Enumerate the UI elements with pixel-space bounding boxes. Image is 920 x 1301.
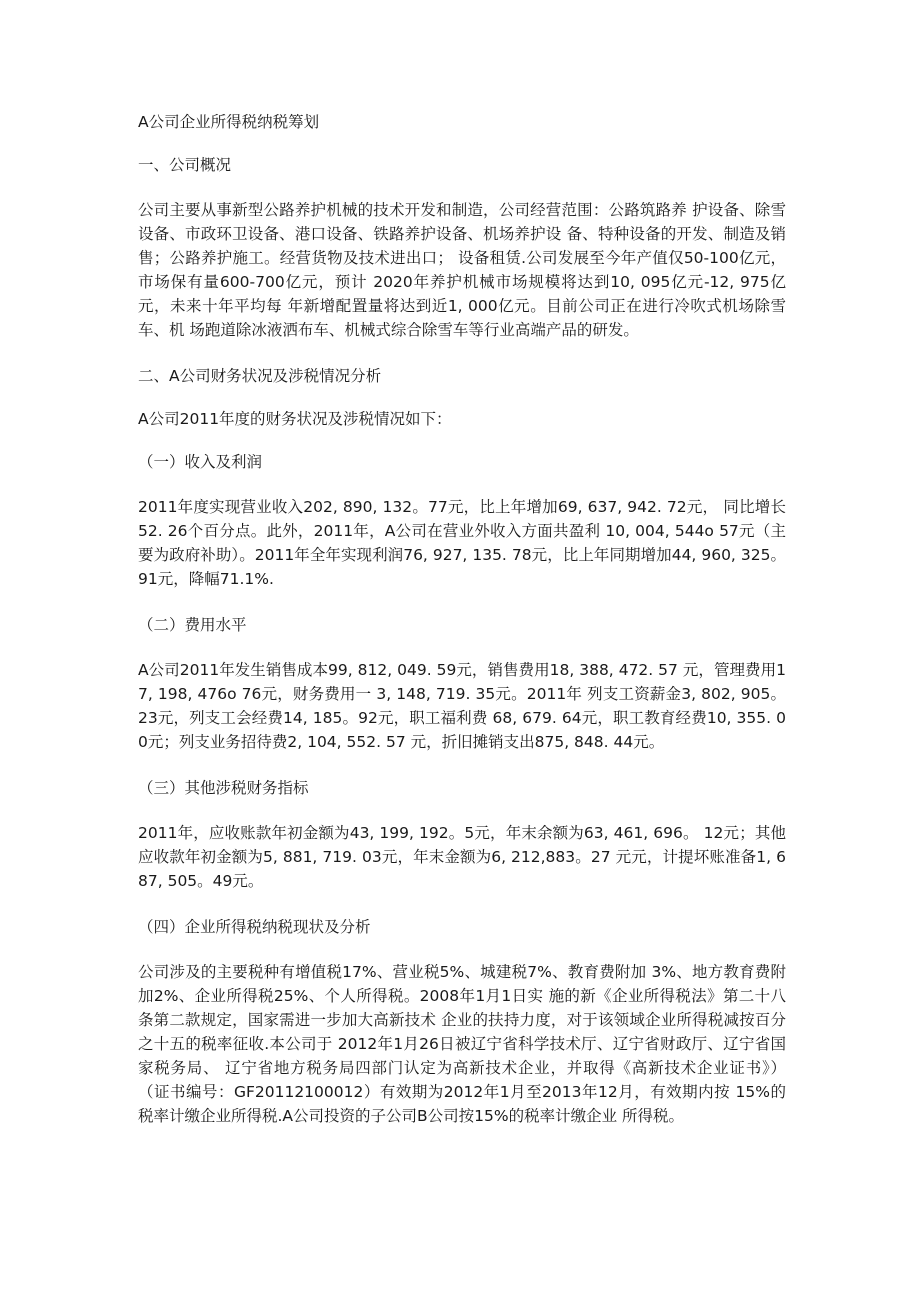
spacer (138, 754, 786, 778)
sub2-paragraph: A公司2011年发生销售成本99, 812, 049. 59元，销售费用18, 388, 472. 57 元，管理费用17, 198, 476o 76元，财务费用一 3, 148, 719. 35元。2011年 列支工资薪金3, 802, 905。23元，列支工会经费14, 185。92元，职工福利费 68, 679. 64元，职工教育经费10, 355. 00元；列支业务招待费2, 104, 552. 57 元，折旧摊销支出875, 848. 44元。 (138, 661, 786, 751)
section1-paragraph: 公司主要从事新型公路养护机械的技术开发和制造，公司经营范围：公路筑路养 护设备、除雪设备、市政环卫设备、港口设备、铁路养护设备、机场养护设 备、特种设备的开发、制造及销售；公路养护施工。经营货物及技术进出口； 设备租赁.公司发展至今年产值仅50-100亿元，市场保有量600-700亿元，预计 2020年养护机械市场规模将达到10, 095亿元-12, 975亿元，未来十年平均每 年新增配置量将达到近1, 000亿元。目前公司正在进行冷吹式机场除雪车、机 场跑道除冰液洒布车、机械式综合除雪车等行业高端产品的研发。 (138, 201, 786, 339)
sub1-heading: （一）收入及利润 (138, 453, 263, 471)
sub3-heading: （三）其他涉税财务指标 (138, 779, 309, 797)
section2-intro: A公司2011年度的财务状况及涉税情况如下： (138, 410, 452, 428)
spacer (138, 799, 786, 821)
spacer (138, 893, 786, 917)
sub2-heading: （二）费用水平 (138, 616, 247, 634)
sub4-heading: （四）企业所得税纳税现状及分析 (138, 918, 371, 936)
spacer (138, 342, 786, 366)
spacer (138, 387, 786, 409)
spacer (138, 473, 786, 495)
spacer (138, 938, 786, 960)
section1-heading: 一、公司概况 (138, 156, 232, 174)
spacer (138, 591, 786, 615)
spacer (138, 176, 786, 198)
spacer (138, 430, 786, 452)
sub1-paragraph: 2011年度实现营业收入202, 890, 132。77元，比上年增加69, 637, 942. 72元， 同比增长52. 26个百分点。此外，2011年，A公司在营业外收入方面共盈利 10, 004, 544o 57元（主要为政府补助）。2011年全年实现利润76, 927, 135. 78元，比上年同期增加44, 960, 325。91元，降幅71.1%. (138, 498, 786, 588)
document-title: A公司企业所得税纳税筹划 (138, 113, 320, 131)
section2-heading: 二、A公司财务状况及涉税情况分析 (138, 367, 382, 385)
document-page (138, 112, 786, 1128)
spacer (138, 133, 786, 155)
spacer (138, 636, 786, 658)
sub3-paragraph: 2011年，应收账款年初金额为43, 199, 192。5元，年末余额为63, 461, 696。 12元；其他应收款年初金额为5, 881, 719. 03元，年末金额为6, 212,883。27 元元，计提坏账准备1, 687, 505。49元。 (138, 824, 786, 890)
sub4-paragraph: 公司涉及的主要税种有增值税17%、营业税5%、城建税7%、教育费附加 3%、地方教育费附加2%、企业所得税25%、个人所得税。2008年1月1日实 施的新《企业所得税法》第二十八条第二款规定，国家需进一步加大高新技术 企业的扶持力度，对于该领域企业所得税减按百分之十五的税率征收.本公司于 2012年1月26日被辽宁省科学技术厅、辽宁省财政厅、辽宁省国家税务局、 辽宁省地方税务局四部门认定为高新技术企业，并取得《高新技术企业证书》） （证书编号：GF20112100012）有效期为2012年1月至2013年12月，有效期内按 15%的税率计缴企业所得税.A公司投资的子公司B公司按15%的税率计缴企业 所得税。 (138, 963, 786, 1125)
